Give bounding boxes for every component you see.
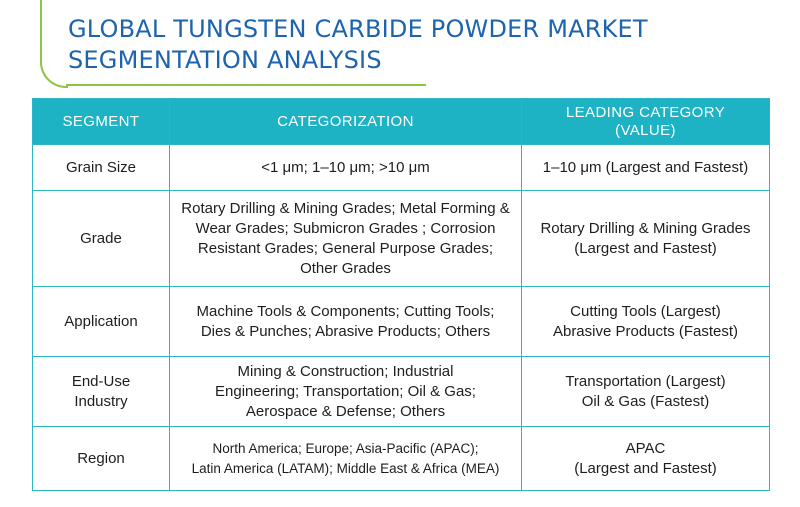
- table-row: [33, 287, 770, 357]
- header-leading-category: LEADING CATEGORY (VALUE): [522, 99, 770, 145]
- header-segment: SEGMENT: [33, 99, 170, 145]
- categorization-line-1: North America; Europe; Asia-Pacific (APAC);: [212, 440, 479, 456]
- leading-line-1: APAC: [625, 439, 666, 457]
- categorization-cell: [170, 427, 522, 491]
- table-header-row: [33, 99, 770, 145]
- categorization-cell: Machine Tools & Components; Cutting Tools; Dies & Punches; Abrasive Products; Others: [170, 287, 522, 357]
- segmentation-table: [32, 98, 770, 491]
- leading-line-2: (Largest and Fastest): [574, 459, 717, 477]
- decorative-accent-curve: [40, 0, 68, 88]
- leading-category-cell: [522, 427, 770, 491]
- leading-category-cell: 1–10 μm (Largest and Fastest): [522, 145, 770, 191]
- categorization-cell: Mining & Construction; Industrial Engineering; Transportation; Oil & Gas; Aerospace & Defense; Others: [170, 357, 522, 427]
- title-line-2: SEGMENTATION ANALYSIS: [68, 46, 382, 74]
- leading-fastest: Oil & Gas (Fastest): [581, 392, 710, 410]
- table-row: [33, 427, 770, 491]
- segment-cell: Grain Size: [33, 145, 170, 191]
- segment-cell: Application: [33, 287, 170, 357]
- table-row: [33, 357, 770, 427]
- leading-category-cell: Rotary Drilling & Mining Grades (Largest and Fastest): [522, 191, 770, 287]
- categorization-cell: <1 μm; 1–10 μm; >10 μm: [170, 145, 522, 191]
- categorization-cell: Rotary Drilling & Mining Grades; Metal Forming & Wear Grades; Submicron Grades ; Corrosion Resistant Grades; General Purpose Grades; Other Grades: [170, 191, 522, 287]
- leading-largest: Cutting Tools (Largest): [570, 302, 721, 320]
- leading-fastest: Abrasive Products (Fastest): [552, 322, 739, 340]
- leading-category-cell: [522, 357, 770, 427]
- segment-cell: End-Use Industry: [33, 357, 170, 427]
- segment-cell: Grade: [33, 191, 170, 287]
- page-title: [68, 14, 648, 76]
- title-line-1: GLOBAL TUNGSTEN CARBIDE POWDER MARKET: [68, 15, 648, 43]
- categorization-line-2: Latin America (LATAM); Middle East & Africa (MEA): [191, 460, 500, 476]
- leading-largest: Transportation (Largest): [565, 372, 726, 390]
- decorative-accent-line: [66, 84, 426, 86]
- table-row: [33, 145, 770, 191]
- segment-cell: Region: [33, 427, 170, 491]
- leading-category-cell: [522, 287, 770, 357]
- header-categorization: CATEGORIZATION: [170, 99, 522, 145]
- table-row: [33, 191, 770, 287]
